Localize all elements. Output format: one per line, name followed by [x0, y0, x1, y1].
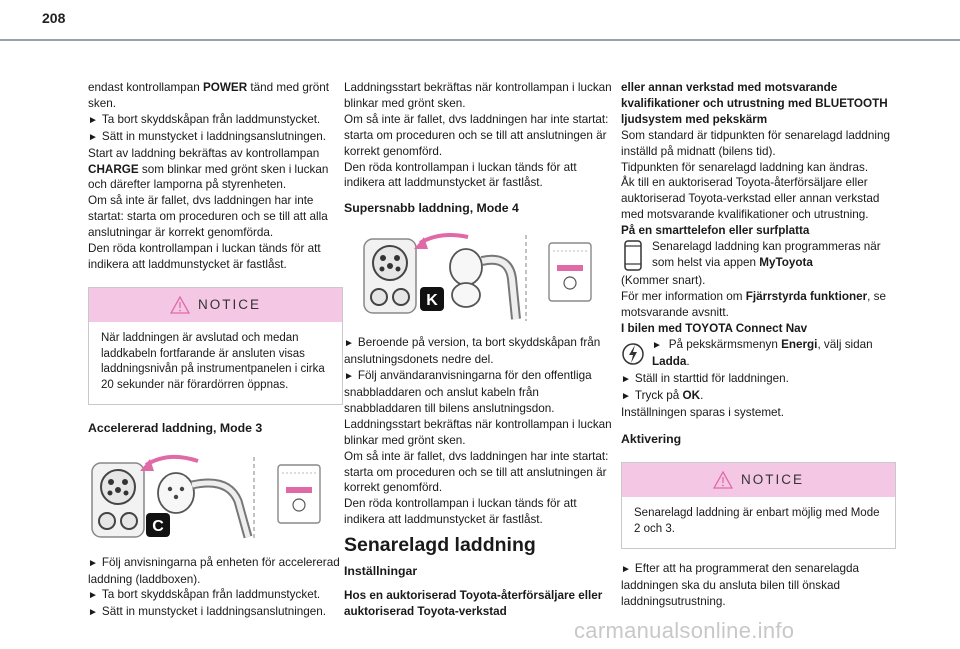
notice-box	[621, 462, 896, 548]
charging-port-illustration	[88, 451, 343, 545]
notice-text: Senarelagd laddning är enbart möjlig med Mode 2 och 3.	[634, 507, 880, 536]
bold-term: MyToyota	[759, 255, 813, 269]
notice-box	[88, 287, 343, 405]
bullet-item: ► Ta bort skyddskåpan från laddmunstycket.	[88, 588, 321, 602]
paragraph: Den röda kontrollampan i luckan tänds för att indikera att laddmunstycket är fastlåst.	[344, 497, 577, 527]
subheading: Hos en auktoriserad Toyota-återförsäljare eller auktoriserad Toyota-verkstad	[344, 588, 603, 618]
watermark: carmanualsonline.info	[574, 618, 795, 643]
bold-term: OK	[682, 388, 701, 402]
figure-mode4	[344, 231, 614, 325]
column-1	[88, 80, 343, 621]
bold-term: Ladda	[652, 354, 687, 368]
bullet-arrow-icon: ►	[621, 390, 631, 402]
paragraph: Laddningsstart bekräftas när kontrollampan i luckan blinkar med grönt sken.	[344, 417, 612, 447]
text-run: På pekskärmsmenyn	[668, 337, 782, 351]
paragraph	[652, 337, 896, 371]
bullet-item: ► Efter att ha programmerat den senarelagda laddningen ska du ansluta bilen till önskad laddningsutrustning.	[621, 561, 860, 608]
subheading: På en smarttelefon eller surfplatta	[621, 224, 810, 238]
bullet-item: ► Sätt in munstycket i laddningsanslutningen.	[88, 605, 327, 619]
section-heading: Aktivering	[621, 432, 682, 447]
subheading: I bilen med TOYOTA Connect Nav	[621, 321, 808, 335]
subheading: eller annan verkstad med motsvarande kvalifikationer och utrustning med BLUETOOTH ljudsystem med pekskärm	[621, 81, 888, 126]
text-run: endast kontrollampan	[88, 81, 203, 94]
energy-icon	[621, 337, 645, 371]
paragraph: (Kommer snart).	[621, 274, 706, 288]
paragraph: Om så inte är fallet, dvs laddningen har inte startat: starta om proceduren och se till att anslutningen är korrekt genomförd.	[344, 449, 609, 495]
bullet-item: ► Följ användaranvisningarna för den offentliga snabbladdaren och anslut kabeln från snabbladdaren till bilens anslutningsdon.	[344, 369, 592, 415]
paragraph	[88, 80, 343, 112]
paragraph	[621, 289, 896, 321]
bullet-arrow-icon: ►	[88, 557, 98, 569]
bullet-item: ► Följ anvisningarna på enheten för accelererad laddning (laddboxen).	[88, 555, 340, 586]
figure-label-K: K	[426, 292, 438, 310]
paragraph: Som standard är tidpunkten för senarelagd laddning inställd på midnatt (bilens tid).	[621, 128, 890, 158]
paragraph: Den röda kontrollampan i luckan tänds för att indikera att laddmunstycket är fastlåst.	[88, 242, 321, 271]
text-run: .	[700, 388, 704, 402]
warning-icon	[713, 471, 733, 489]
bullet-item: ► Ställ in starttid för laddningen.	[621, 371, 789, 385]
bullet-arrow-icon: ►	[652, 339, 665, 351]
text-run: .	[686, 354, 690, 368]
bold-term: CHARGE	[88, 162, 139, 176]
smartphone-icon	[621, 239, 645, 273]
text-run: , se motsvarande avsnitt.	[621, 289, 886, 319]
warning-icon	[170, 296, 190, 314]
bullet-arrow-icon: ►	[88, 114, 98, 126]
bullet-arrow-icon: ►	[88, 607, 98, 619]
bold-term: Energi	[781, 337, 818, 351]
paragraph: Åk till en auktoriserad Toyota-återförsäljare eller auktoriserad Toyota-verkstad eller annan verkstad med motsvarande kvalifikationer och utrustning.	[621, 176, 880, 222]
section-heading: Accelererad laddning, Mode 3	[88, 420, 263, 435]
bullet-arrow-icon: ►	[344, 338, 354, 350]
text-run: tänd med grönt sken.	[88, 81, 330, 110]
column-3	[621, 80, 896, 609]
text-run: som blinkar med grönt sken i luckan och därefter lamporna på styrenheten.	[88, 162, 329, 192]
text-run: Senarelagd laddning kan programmeras när som helst via appen	[652, 240, 881, 269]
paragraph: Den röda kontrollampan i luckan tänds för att indikera att laddmunstycket är fastlåst.	[344, 160, 577, 190]
notice-text: När laddningen är avslutad och medan laddkabeln fortfarande är ansluten visas laddningsnivån på instrumentpanelen i cirka 20 sekunder när förardörren öppnas.	[101, 331, 325, 391]
section-heading: Supersnabb laddning, Mode 4	[344, 201, 519, 216]
bold-term: POWER	[203, 81, 248, 94]
paragraph	[652, 239, 896, 273]
smartphone-row	[621, 239, 896, 273]
column-2	[344, 80, 614, 620]
nav-row	[621, 337, 896, 371]
paragraph: Om så inte är fallet, dvs laddningen har inte startat: starta om proceduren och se till att anslutningen är korrekt genomförd.	[344, 112, 609, 158]
notice-header	[89, 288, 342, 322]
paragraph	[88, 146, 343, 194]
header-rule	[0, 39, 960, 41]
bold-term: Fjärrstyrda funktioner	[745, 289, 868, 303]
figure-mode3	[88, 451, 343, 545]
bullet-item	[621, 388, 896, 405]
paragraph: Inställningen sparas i systemet.	[621, 405, 785, 419]
bullet-item: ► Sätt in munstycket i laddningsanslutningen.	[88, 129, 327, 143]
notice-title: NOTICE	[740, 472, 804, 488]
paragraph: Laddningsstart bekräftas när kontrollampan i luckan blinkar med grönt sken.	[344, 81, 612, 110]
paragraph: Om så inte är fallet, dvs laddningen har inte startat: starta om proceduren och se till att alla anslutningar är korrekt genomförda.	[88, 194, 328, 240]
bullet-item: ► Ta bort skyddskåpan från laddmunstycket.	[88, 112, 321, 126]
notice-title: NOTICE	[197, 296, 261, 312]
page-number: 208	[42, 10, 66, 26]
text-run: Tryck på	[634, 388, 683, 402]
figure-label-C: C	[152, 517, 164, 535]
bullet-arrow-icon: ►	[621, 563, 631, 575]
charging-port-illustration	[344, 231, 599, 325]
notice-header	[622, 463, 895, 497]
bullet-arrow-icon: ►	[88, 590, 98, 602]
text-run: För mer information om	[621, 289, 746, 303]
bullet-arrow-icon: ►	[88, 131, 98, 143]
bullet-item: ► Beroende på version, ta bort skyddskåpan från anslutningsdonets nedre del.	[344, 336, 601, 367]
subheading: Inställningar	[344, 564, 418, 579]
text-run: , välj sidan	[817, 337, 873, 351]
bullet-arrow-icon: ►	[344, 371, 354, 383]
text-run: Start av laddning bekräftas av kontrollampan	[88, 146, 320, 160]
section-title: Senarelagd laddning	[344, 534, 536, 557]
paragraph: Tidpunkten för senarelagd laddning kan ändras.	[621, 160, 869, 174]
bullet-arrow-icon: ►	[621, 373, 631, 385]
